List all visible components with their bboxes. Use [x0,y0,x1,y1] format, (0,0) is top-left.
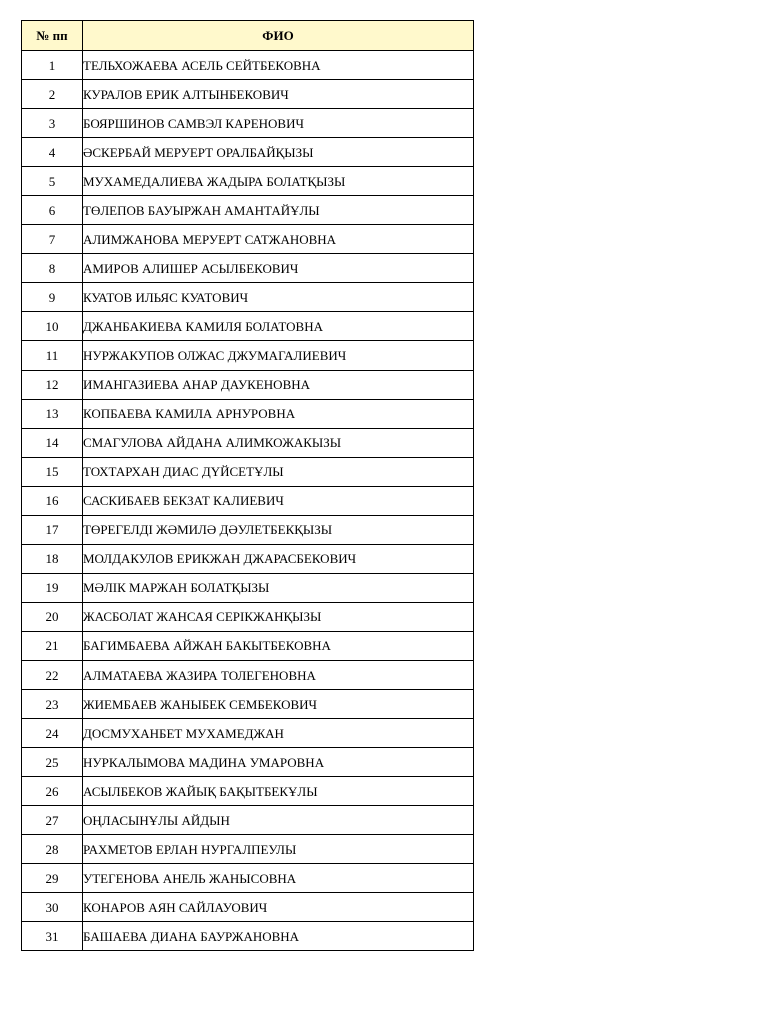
row-number-cell: 27 [22,806,83,835]
row-number-cell: 16 [22,486,83,515]
header-row [22,21,474,51]
row-number-cell: 18 [22,544,83,573]
row-number-cell: 13 [22,399,83,428]
row-number-cell: 21 [22,631,83,660]
row-number-cell: 20 [22,602,83,631]
table-row [22,660,474,689]
row-number-cell: 29 [22,864,83,893]
full-name-cell: МОЛДАКУЛОВ ЕРИКЖАН ДЖАРАСБЕКОВИЧ [83,544,474,573]
full-name-cell: ДЖАНБАКИЕВА КАМИЛЯ БОЛАТОВНА [83,312,474,341]
row-number-cell: 1 [22,51,83,80]
table-row [22,225,474,254]
table-body [22,51,474,951]
row-number-cell: 30 [22,893,83,922]
table-row [22,138,474,167]
row-number-cell: 22 [22,660,83,689]
table-row [22,312,474,341]
full-name-cell: НУРЖАКУПОВ ОЛЖАС ДЖУМАГАЛИЕВИЧ [83,341,474,370]
column-header-full-name: ФИО [83,21,474,51]
row-number-cell: 11 [22,341,83,370]
table-row [22,690,474,719]
full-name-cell: МУХАМЕДАЛИЕВА ЖАДЫРА БОЛАТҚЫЗЫ [83,167,474,196]
full-name-cell: АЛИМЖАНОВА МЕРУЕРТ САТЖАНОВНА [83,225,474,254]
table-row [22,399,474,428]
full-name-cell: БАШАЕВА ДИАНА БАУРЖАНОВНА [83,922,474,951]
row-number-cell: 17 [22,515,83,544]
full-name-cell: КУАТОВ ИЛЬЯС КУАТОВИЧ [83,283,474,312]
table-row [22,864,474,893]
full-name-cell: ТӨРЕГЕЛДІ ЖӘМИЛӘ ДӘУЛЕТБЕКҚЫЗЫ [83,515,474,544]
table-row [22,486,474,515]
table-row [22,196,474,225]
row-number-cell: 24 [22,719,83,748]
full-name-cell: УТЕГЕНОВА АНЕЛЬ ЖАНЫСОВНА [83,864,474,893]
table-row [22,80,474,109]
full-name-cell: ТЕЛЬХОЖАЕВА АСЕЛЬ СЕЙТБЕКОВНА [83,51,474,80]
table-row [22,51,474,80]
full-name-cell: ӘСКЕРБАЙ МЕРУЕРТ ОРАЛБАЙҚЫЗЫ [83,138,474,167]
row-number-cell: 3 [22,109,83,138]
row-number-cell: 12 [22,370,83,399]
table-row [22,893,474,922]
row-number-cell: 28 [22,835,83,864]
row-number-cell: 4 [22,138,83,167]
row-number-cell: 19 [22,573,83,602]
full-name-cell: ТӨЛЕПОВ БАУЫРЖАН АМАНТАЙҰЛЫ [83,196,474,225]
table-row [22,254,474,283]
row-number-cell: 6 [22,196,83,225]
full-name-cell: АЛМАТАЕВА ЖАЗИРА ТОЛЕГЕНОВНА [83,660,474,689]
row-number-cell: 2 [22,80,83,109]
full-name-cell: БОЯРШИНОВ САМВЭЛ КАРЕНОВИЧ [83,109,474,138]
full-name-cell: АМИРОВ АЛИШЕР АСЫЛБЕКОВИЧ [83,254,474,283]
row-number-cell: 15 [22,457,83,486]
full-name-cell: МӘЛІК МАРЖАН БОЛАТҚЫЗЫ [83,573,474,602]
full-name-cell: ЖИЕМБАЕВ ЖАНЫБЕК СЕМБЕКОВИЧ [83,690,474,719]
full-name-cell: ИМАНГАЗИЕВА АНАР ДАУКЕНОВНА [83,370,474,399]
table-row [22,777,474,806]
student-list-table [21,20,474,951]
row-number-cell: 8 [22,254,83,283]
table-row [22,167,474,196]
row-number-cell: 26 [22,777,83,806]
full-name-cell: ДОСМУХАНБЕТ МУХАМЕДЖАН [83,719,474,748]
table-row [22,370,474,399]
table-row [22,341,474,370]
full-name-cell: НУРКАЛЫМОВА МАДИНА УМАРОВНА [83,748,474,777]
row-number-cell: 10 [22,312,83,341]
full-name-cell: КУРАЛОВ ЕРИК АЛТЫНБЕКОВИЧ [83,80,474,109]
row-number-cell: 9 [22,283,83,312]
table-row [22,835,474,864]
table-row [22,631,474,660]
table-row [22,922,474,951]
row-number-cell: 23 [22,690,83,719]
table-row [22,748,474,777]
full-name-cell: АСЫЛБЕКОВ ЖАЙЫҚ БАҚЫТБЕКҰЛЫ [83,777,474,806]
full-name-cell: СМАГУЛОВА АЙДАНА АЛИМКОЖАКЫЗЫ [83,428,474,457]
row-number-cell: 5 [22,167,83,196]
full-name-cell: ЖАСБОЛАТ ЖАНСАЯ СЕРІКЖАНҚЫЗЫ [83,602,474,631]
row-number-cell: 31 [22,922,83,951]
table-row [22,719,474,748]
row-number-cell: 25 [22,748,83,777]
table-header [22,21,474,51]
full-name-cell: РАХМЕТОВ ЕРЛАН НУРГАЛПЕУЛЫ [83,835,474,864]
full-name-cell: БАГИМБАЕВА АЙЖАН БАКЫТБЕКОВНА [83,631,474,660]
table-row [22,428,474,457]
row-number-cell: 14 [22,428,83,457]
table-row [22,515,474,544]
table-row [22,573,474,602]
table-row [22,806,474,835]
full-name-cell: КОНАРОВ АЯН САЙЛАУОВИЧ [83,893,474,922]
full-name-cell: ОҢЛАСЫНҰЛЫ АЙДЫН [83,806,474,835]
full-name-cell: САСКИБАЕВ БЕКЗАТ КАЛИЕВИЧ [83,486,474,515]
full-name-cell: ТОХТАРХАН ДИАС ДҮЙСЕТҰЛЫ [83,457,474,486]
row-number-cell: 7 [22,225,83,254]
table-row [22,544,474,573]
column-header-number: № пп [22,21,83,51]
full-name-cell: КОПБАЕВА КАМИЛА АРНУРОВНА [83,399,474,428]
table-row [22,602,474,631]
table-row [22,457,474,486]
table-row [22,109,474,138]
table-row [22,283,474,312]
